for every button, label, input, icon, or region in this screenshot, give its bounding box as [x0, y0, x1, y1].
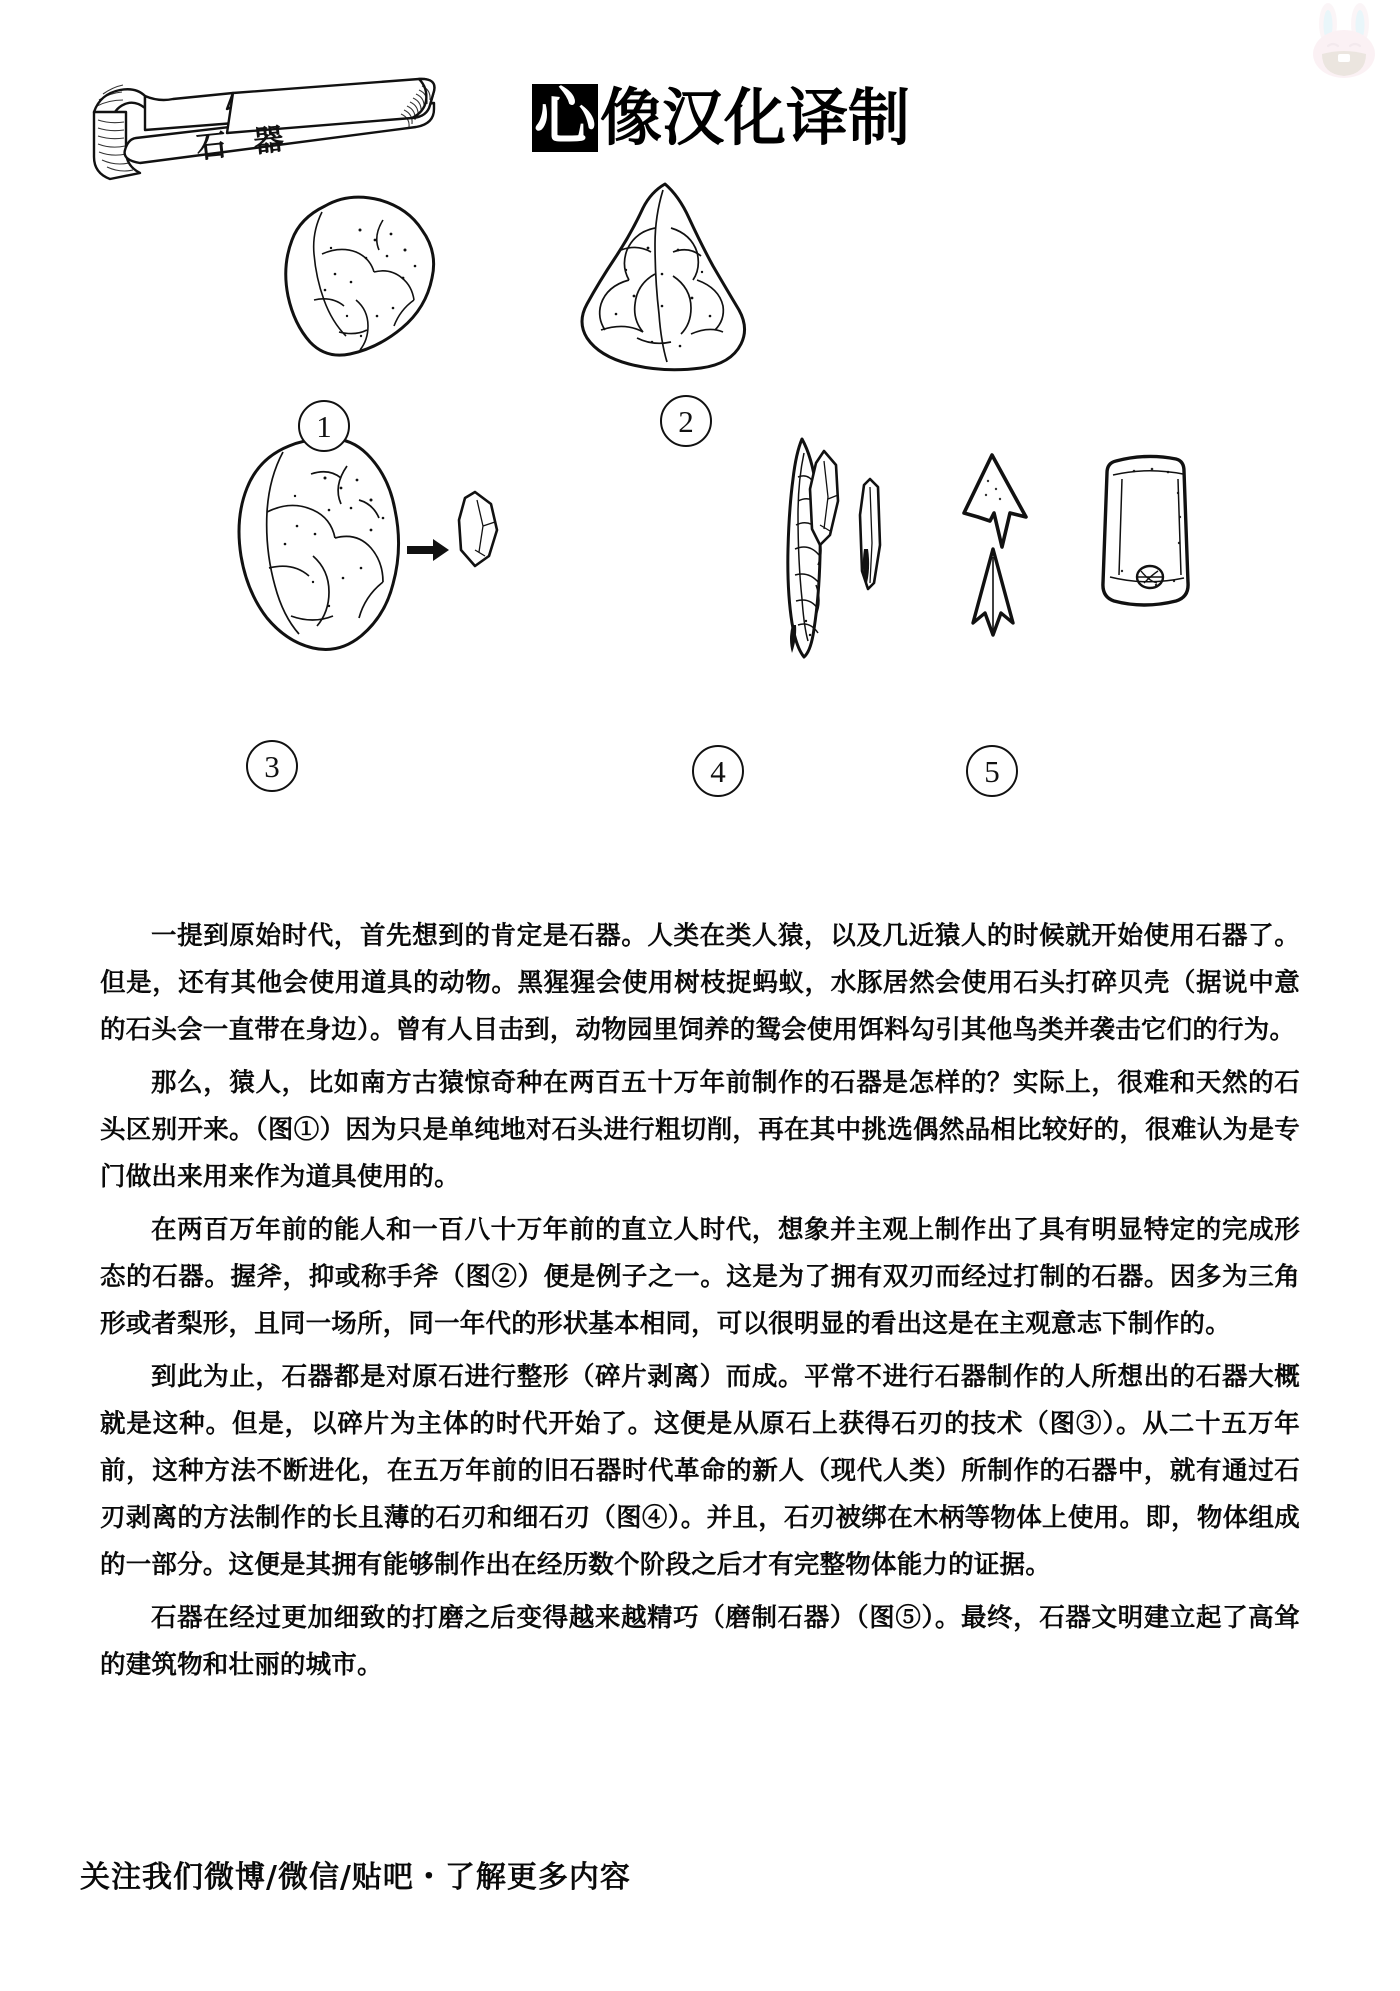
figure-number-1: 1	[298, 400, 350, 452]
figure-microblades-arrowheads-axe	[800, 445, 1230, 645]
figure-core-and-flake	[225, 430, 515, 660]
banner-title-text: 石 器	[194, 121, 296, 165]
figure-handaxe	[560, 178, 775, 373]
page-title	[532, 80, 911, 154]
paragraph-5: 石器在经过更加细致的打磨之后变得越来越精巧（磨制石器）（图⑤）。最终，石器文明建立起了高耸的建筑物和壮丽的城市。	[100, 1603, 1300, 1679]
article-body	[100, 912, 1300, 1694]
bunny-icon	[1292, 2, 1396, 80]
title-rest-text: 像汉化译制	[600, 81, 911, 154]
paragraph-4: 到此为止，石器都是对原石进行整形（碎片剥离）而成。平常不进行石器制作的人所想出的石器大概就是这种。但是，以碎片为主体的时代开始了。这便是从原石上获得石刃的技术（图③）。从二十五万年前，这种方法不断进化，在五万年前的旧石器时代革命的新人（现代人类）所制作的石器中，就有通过石刃剥离的方法制作的长且薄的石刃和细石刃（图④）。并且，石刃被绑在木柄等物体上使用。即，物体组成的一部分。这便是其拥有能够制作出在经历数个阶段之后才有完整物体能力的证据。	[100, 1362, 1300, 1579]
paragraph-3: 在两百万年前的能人和一百八十万年前的直立人时代，想象并主观上制作出了具有明显特定的完成形态的石器。握斧，抑或称手斧（图②）便是例子之一。这是为了拥有双刃而经过打制的石器。因多为三角形或者梨形，且同一场所，同一年代的形状基本相同，可以很明显的看出这是在主观意志下制作的。	[100, 1215, 1300, 1338]
footer-promo-text: 关注我们微博/微信/贴吧・了解更多内容	[80, 1860, 631, 1895]
paragraph-2: 那么，猿人，比如南方古猿惊奇种在两百五十万年前制作的石器是怎样的？实际上，很难和天然的石头区别开来。（图①）因为只是单纯地对石头进行粗切削，再在其中挑选偶然品相比较好的，很难认为是专门做出来用来作为道具使用的。	[100, 1068, 1300, 1191]
figure-raw-chopped-stone	[265, 190, 475, 365]
process-arrow-icon	[407, 539, 449, 561]
paragraph-1: 一提到原始时代，首先想到的肯定是石器。人类在类人猿，以及几近猿人的时候就开始使用石器了。但是，还有其他会使用道具的动物。黑猩猩会使用树枝捉蚂蚁，水豚居然会使用石头打碎贝壳（据说中意的石头会一直带在身边）。曾有人目击到，动物园里饲养的鸳会使用饵料勾引其他鸟类并袭击它们的行为。	[100, 921, 1300, 1044]
figure-number-3: 3	[246, 740, 298, 792]
figure-number-5: 5	[966, 745, 1018, 797]
title-inverted-char: 心	[534, 80, 597, 153]
figure-number-4: 4	[692, 745, 744, 797]
figure-number-2: 2	[660, 395, 712, 447]
